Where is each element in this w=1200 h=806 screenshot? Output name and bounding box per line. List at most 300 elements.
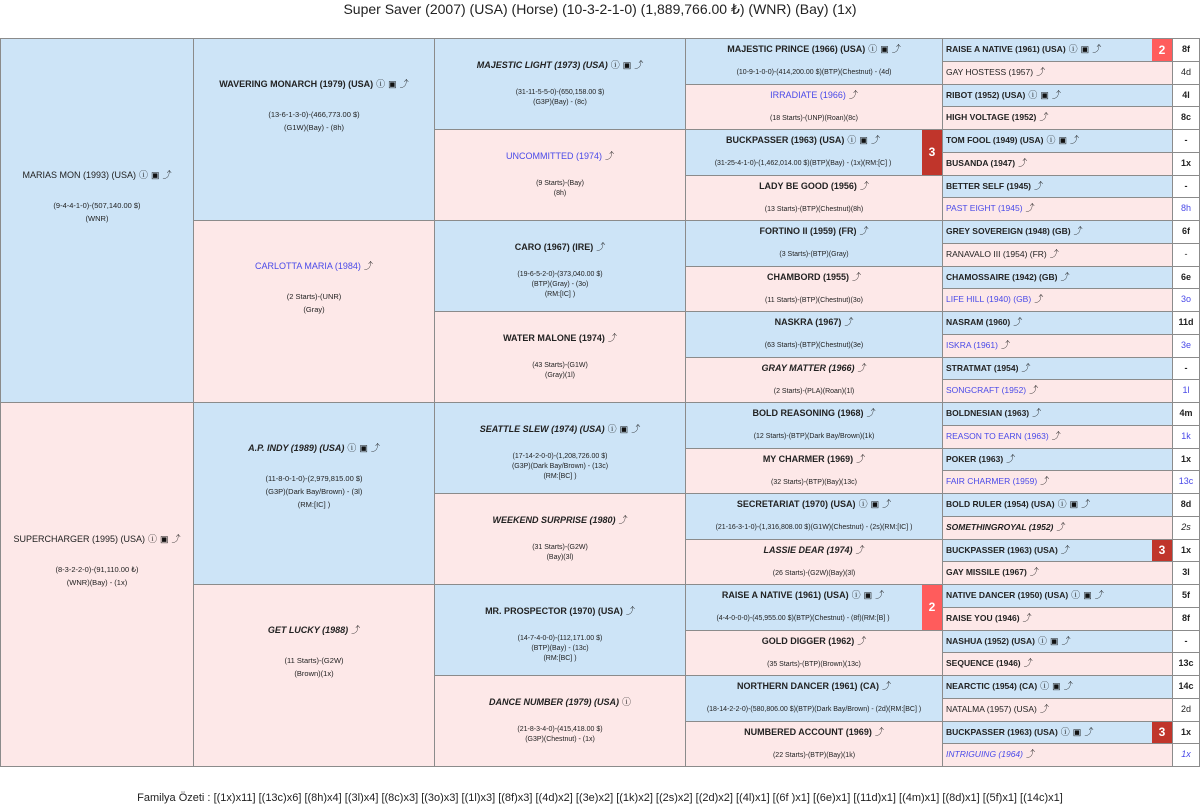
chart-icon[interactable]: ⤴ [1094,590,1104,600]
gen5-horse-busanda[interactable] [942,152,1173,176]
horse-detail-d1: (22 Starts)-(BTP)(Bay)(1k) [772,751,856,759]
horse-name[interactable]: CARLOTTA MARIA (1984) [255,260,361,271]
horse-detail-d1: (21-16-3-1-0)-(1,316,808.00 $)(G1W)(Chestnut) - (2s)(RM:[IC] ) [715,524,913,531]
gen5-horse-life-hill[interactable] [942,288,1173,312]
horse-name[interactable]: RAISE YOU (1946) [946,612,1020,623]
horse-detail-d1: (63 Starts)-(BTP)(Chestnut)(3e) [764,342,864,349]
horse-detail-d1: (18-14-2-2-0)-(580,806.00 $)(BTP)(Dark Bay/Brown) - (2d)(RM:[BC] ) [706,706,922,713]
duplicate-badge: 2 [922,585,942,630]
image-icon[interactable]: ▣ [619,424,629,434]
horse-name[interactable]: NORTHERN DANCER (1961) (CA) [736,681,879,691]
chart-icon[interactable]: ⤴ [875,590,885,600]
horse-detail-d1: (11-8-0-1-0)-(2,979,815.00 $) [265,473,363,483]
chart-icon[interactable]: ⤴ [1034,180,1044,191]
duplicate-badge: 3 [1152,722,1172,744]
gen5-horse-poker[interactable] [942,448,1173,472]
horse-name[interactable]: GET LUCKY (1988) [267,624,349,635]
family-code: 1x [1172,152,1200,176]
chart-icon[interactable]: ⤴ [1081,499,1091,509]
pedigree-grid [0,38,1200,766]
horse-detail-d1: (14-7-4-0-0)-(112,171.00 $) [517,635,603,642]
family-code: 3e [1172,334,1200,358]
info-icon[interactable]: ⓘ [851,590,861,600]
gen5-horse-boldnesian[interactable] [942,402,1173,426]
gen2-horse-a-p-indy[interactable] [193,402,435,585]
gen5-horse-tom-fool[interactable] [942,129,1173,153]
gen4-horse-gold-digger[interactable] [685,630,943,677]
horse-name[interactable]: NATIVE DANCER (1950) (USA) [946,590,1069,600]
gen5-horse-sequence[interactable] [942,652,1173,676]
family-code: 2s [1172,516,1200,540]
horse-name[interactable]: NASKRA (1967) [774,317,842,327]
horse-detail-d1: (10-9-1-0-0)-(414,200.00 $)(BTP)(Chestnut) - (4d) [736,69,892,76]
chart-icon[interactable]: ⤴ [1056,521,1066,532]
horse-name[interactable]: BUSANDA (1947) [946,157,1016,168]
gen1-horse-supercharger[interactable] [0,402,194,767]
image-icon[interactable]: ▣ [880,44,889,54]
gen5-horse-high-voltage[interactable] [942,106,1173,130]
chart-icon[interactable]: ⤴ [370,442,380,453]
chart-icon[interactable]: ⤴ [1039,112,1049,123]
image-icon[interactable]: ▣ [1058,135,1067,145]
info-icon[interactable]: ⓘ [147,533,157,544]
horse-detail-d1: (2 Starts)-(UNR) [286,291,342,301]
gen5-horse-reason-to-earn[interactable] [942,425,1173,449]
horse-name[interactable]: MR. PROSPECTOR (1970) (USA) [485,606,623,616]
horse-name[interactable]: SEATTLE SLEW (1974) (USA) [479,424,605,434]
info-icon[interactable]: ⓘ [607,424,617,434]
chart-icon[interactable]: ⤴ [1023,658,1033,669]
horse-detail-d1: (13 Starts)-(BTP)(Chestnut)(8h) [764,205,864,213]
horse-name[interactable]: LIFE HILL (1940) (GB) [946,294,1032,305]
info-icon[interactable]: ⓘ [858,499,868,509]
chart-icon[interactable]: ⤴ [859,180,869,191]
info-icon[interactable]: ⓘ [376,78,386,89]
horse-name[interactable]: GRAY MATTER (1966) [761,362,855,373]
horse-name[interactable]: GAY MISSILE (1967) [946,567,1027,578]
horse-detail-d1: (9 Starts)-(Bay) [536,180,584,187]
gen5-horse-stratmat[interactable] [942,357,1173,381]
horse-name[interactable]: SUPERCHARGER (1995) (USA) [13,533,145,544]
chart-icon[interactable]: ⤴ [891,44,901,54]
family-summary-text: [(1x)x11] [(13c)x6] [(8h)x4] [(3l)x4] [(8c)x3] [(3o)x3] [(1l)x3] [(8f)x3] [(4d)x2] [(3e)x2] [(1k)x2] [(2s)x2] [(2d)x2] [(4l)x1] [(6f )x1] [(6e)x1] [(11d)x1] [(4m)x1] [(8d)x1] [(5f)x1] [(14c)x1] [213,792,1063,804]
chart-icon[interactable]: ⤴ [351,624,361,635]
gen5-horse-gay-missile[interactable] [942,561,1173,585]
info-icon[interactable]: ⓘ [1046,135,1056,145]
gen4-horse-raise-a-native[interactable] [685,584,943,631]
horse-detail-d1: (32 Starts)-(BTP)(Bay)(13c) [771,478,857,486]
gen5-horse-past-eight[interactable] [942,197,1173,221]
horse-name[interactable]: WAVERING MONARCH (1979) (USA) [219,78,374,89]
horse-detail-d2: (Brown)(1x) [294,668,334,678]
page-title: Super Saver (2007) (USA) (Horse) (10-3-2-1-0) (1,889,766.00 ₺) (WNR) (Bay) (1x) [343,1,857,17]
chart-icon[interactable]: ⤴ [162,169,172,180]
chart-icon[interactable]: ⤴ [618,515,628,525]
gen5-horse-natalma[interactable] [942,698,1173,722]
horse-name[interactable]: BUCKPASSER (1963) (USA) [946,726,1058,737]
gen4-horse-gray-matter[interactable] [685,357,943,404]
chart-icon[interactable]: ⤴ [1036,66,1046,77]
horse-detail-d2: (G3P)(Dark Bay/Brown) - (3l) [265,486,363,496]
horse-detail-d1: (31-25-4-1-0)-(1,462,014.00 $)(BTP)(Bay) - (1x)(RM:[C] ) [714,160,892,167]
info-icon[interactable]: ⓘ [622,697,632,707]
gen5-horse-fair-charmer[interactable] [942,470,1173,494]
horse-name[interactable]: BUCKPASSER (1963) (USA) [726,135,845,145]
chart-icon[interactable]: ⤴ [857,362,867,373]
chart-icon[interactable]: ⤴ [874,726,884,737]
chart-icon[interactable]: ⤴ [882,499,892,509]
family-code: 8f [1172,38,1200,62]
family-code: 13c [1172,652,1200,676]
family-code: 3o [1172,288,1200,312]
gen5-horse-gay-hostess[interactable] [942,61,1173,85]
horse-name[interactable]: REASON TO EARN (1963) [946,430,1049,441]
gen4-horse-my-charmer[interactable] [685,448,943,495]
family-code: 8h [1172,197,1200,221]
family-code: 8d [1172,493,1200,517]
gen4-horse-secretariat[interactable] [685,493,943,540]
family-code: 1x [1172,743,1200,767]
chart-icon[interactable]: ⤴ [1021,362,1031,373]
horse-name[interactable]: SEQUENCE (1946) [946,658,1021,669]
chart-icon[interactable]: ⤴ [856,453,866,464]
chart-icon[interactable]: ⤴ [852,271,862,282]
horse-name[interactable]: PAST EIGHT (1945) [946,203,1023,214]
horse-name[interactable]: RIBOT (1952) (USA) [946,89,1026,100]
gen4-horse-naskra[interactable] [685,311,943,358]
gen5-horse-ranavalo-iii[interactable] [942,243,1173,267]
horse-name[interactable]: MARIAS MON (1993) (USA) [22,169,136,180]
horse-name[interactable]: RAISE A NATIVE (1961) (USA) [721,590,849,600]
family-summary [0,792,1200,804]
horse-name[interactable]: ISKRA (1961) [946,339,998,350]
horse-detail-d2: (G3P)(Chestnut) - (1x) [525,736,595,743]
chart-icon[interactable]: ⤴ [596,242,606,252]
horse-detail-d1: (17-14-2-0-0)-(1,208,726.00 $) [512,453,608,460]
horse-detail-d1: (31 Starts)-(G2W) [532,544,588,551]
gen5-horse-bold-ruler[interactable] [942,493,1173,517]
info-icon[interactable]: ⓘ [1028,89,1038,100]
horse-name[interactable]: BUCKPASSER (1963) (USA) [946,544,1058,555]
duplicate-badge: 3 [922,130,942,175]
gen5-horse-raise-a-native[interactable] [942,38,1173,62]
horse-name[interactable]: CHAMOSSAIRE (1942) (GB) [946,271,1058,282]
chart-icon[interactable]: ⤴ [1040,476,1050,487]
gen4-horse-bold-reasoning[interactable] [685,402,943,449]
family-code: 1l [1172,379,1200,403]
family-code: 4m [1172,402,1200,426]
info-icon[interactable]: ⓘ [1037,635,1047,646]
gen5-horse-songcraft[interactable] [942,379,1173,403]
image-icon[interactable]: ▣ [1052,681,1061,691]
horse-detail-d2: (BTP)(Bay) - (13c) [531,645,589,652]
horse-detail-d2: (WNR) [85,213,109,223]
info-icon[interactable]: ⓘ [610,60,620,70]
horse-detail-d2: (Bay)(3l) [546,554,574,561]
horse-detail-d3: (RM:[IC] ) [544,291,576,298]
chart-icon[interactable]: ⤴ [631,424,641,434]
horse-name[interactable]: SECRETARIAT (1970) (USA) [736,499,856,509]
family-code: 5f [1172,584,1200,608]
gen4-horse-lassie-dear[interactable] [685,539,943,586]
horse-name[interactable]: GREY SOVEREIGN (1948) (GB) [946,226,1071,236]
family-code: - [1172,243,1200,267]
chart-icon[interactable]: ⤴ [171,533,181,544]
horse-detail-d1: (4-4-0-0-0)-(45,955.00 $)(BTP)(Chestnut) - (8f)(RM:[B] ) [716,615,890,622]
horse-name[interactable]: NATALMA (1957) (USA) [946,703,1037,714]
chart-icon[interactable]: ⤴ [1029,567,1039,578]
chart-icon[interactable]: ⤴ [399,78,409,89]
horse-detail-d2: (8h) [553,190,567,197]
info-icon[interactable]: ⓘ [1040,681,1050,691]
chart-icon[interactable]: ⤴ [870,135,880,145]
horse-detail-d3: (RM:[BC] ) [543,655,577,662]
gen4-horse-numbered-account[interactable] [685,721,943,768]
gen5-horse-buckpasser[interactable] [942,721,1173,745]
horse-name[interactable]: INTRIGUING (1964) [946,749,1023,760]
family-code: 14c [1172,675,1200,699]
horse-name[interactable]: STRATMAT (1954) [946,362,1019,373]
gen2-horse-wavering-monarch[interactable] [193,38,435,221]
gen3-horse-dance-number[interactable] [434,675,686,767]
chart-icon[interactable]: ⤴ [882,681,892,691]
chart-icon[interactable]: ⤴ [1060,271,1070,282]
horse-name[interactable]: POKER (1963) [946,453,1004,464]
family-code: 13c [1172,470,1200,494]
gen3-horse-majestic-light[interactable] [434,38,686,130]
gen4-horse-lady-be-good[interactable] [685,175,943,222]
horse-name[interactable]: CARO (1967) (IRE) [514,242,594,252]
info-icon[interactable]: ⓘ [868,44,878,54]
image-icon[interactable]: ▣ [1083,590,1092,600]
horse-name[interactable]: RANAVALO III (1954) (FR) [946,248,1047,259]
family-code: 4d [1172,61,1200,85]
image-icon[interactable]: ▣ [151,169,160,180]
info-icon[interactable]: ⓘ [1068,44,1078,54]
image-icon[interactable]: ▣ [859,135,868,145]
horse-detail-d1: (2 Starts)-(PLA)(Roan)(1l) [773,387,855,395]
chart-icon[interactable]: ⤴ [1000,339,1010,350]
horse-name[interactable]: BOLD RULER (1954) (USA) [946,499,1055,509]
chart-icon[interactable]: ⤴ [1025,203,1035,214]
gen5-horse-buckpasser[interactable] [942,539,1173,563]
info-icon[interactable]: ⓘ [847,135,857,145]
horse-detail-d2: (Gray) [303,304,325,314]
chart-icon[interactable]: ⤴ [1092,44,1102,54]
horse-name[interactable]: HIGH VOLTAGE (1952) [946,112,1037,123]
gen5-horse-native-dancer[interactable] [942,584,1173,608]
family-code: 1x [1172,448,1200,472]
horse-name[interactable]: IRRADIATE (1966) [770,89,846,100]
chart-icon[interactable]: ⤴ [1022,612,1032,623]
horse-detail-d1: (19-6-5-2-0)-(373,040.00 $) [517,271,603,278]
gen4-horse-majestic-prince[interactable] [685,38,943,85]
chart-icon[interactable]: ⤴ [866,408,876,418]
horse-name[interactable]: SOMETHINGROYAL (1952) [946,521,1054,532]
image-icon[interactable]: ▣ [863,590,873,600]
horse-detail-d1: (18 Starts)-(UNP)(Roan)(8c) [770,114,858,122]
chart-icon[interactable]: ⤴ [1029,385,1039,396]
horse-detail-d3: (RM:[BC] ) [543,473,577,480]
gen4-horse-fortino-ii[interactable] [685,220,943,267]
family-code: - [1172,175,1200,199]
gen3-horse-weekend-surprise[interactable] [434,493,686,585]
gen5-horse-grey-sovereign[interactable] [942,220,1173,244]
chart-icon[interactable]: ⤴ [1051,430,1061,441]
info-icon[interactable]: ⓘ [1060,726,1070,737]
horse-name[interactable]: RAISE A NATIVE (1961) (USA) [946,44,1066,54]
horse-detail-d1: (8-3-2-2-0)-(91,110.00 ₺) [55,564,139,574]
family-code: 1x [1172,539,1200,563]
horse-name[interactable]: BETTER SELF (1945) [946,180,1032,191]
family-code: 6f [1172,220,1200,244]
chart-icon[interactable]: ⤴ [844,317,854,327]
chart-icon[interactable]: ⤴ [1051,89,1061,100]
image-icon[interactable]: ▣ [388,78,397,89]
gen5-horse-nearctic[interactable] [942,675,1173,699]
gen5-horse-nasram[interactable] [942,311,1173,335]
chart-icon[interactable]: ⤴ [363,260,373,271]
chart-icon[interactable]: ⤴ [1063,681,1073,691]
chart-icon[interactable]: ⤴ [607,333,617,343]
chart-icon[interactable]: ⤴ [1084,726,1094,737]
horse-name[interactable]: FAIR CHARMER (1959) [946,476,1038,487]
chart-icon[interactable]: ⤴ [1060,544,1070,555]
gen4-horse-chambord[interactable] [685,266,943,313]
horse-name[interactable]: NEARCTIC (1954) (CA) [946,681,1038,691]
horse-name[interactable]: FORTINO II (1959) (FR) [759,226,857,236]
gen5-horse-ribot[interactable] [942,84,1173,108]
horse-name[interactable]: LADY BE GOOD (1956) [759,180,857,191]
family-code: - [1172,357,1200,381]
gen5-horse-iskra[interactable] [942,334,1173,358]
horse-name[interactable]: NUMBERED ACCOUNT (1969) [744,726,872,737]
horse-detail-d1: (26 Starts)-(G2W)(Bay)(3l) [772,569,856,577]
horse-name[interactable]: MAJESTIC LIGHT (1973) (USA) [476,60,608,70]
gen5-horse-chamossaire[interactable] [942,266,1173,290]
horse-detail-d1: (31-11-5-5-0)-(650,158.00 $) [515,89,605,96]
duplicate-badge: 2 [1152,39,1172,61]
horse-detail-d2: (BTP)(Gray) - (3o) [531,281,589,288]
chart-icon[interactable]: ⤴ [848,89,858,100]
horse-detail-d1: (43 Starts)-(G1W) [532,362,588,369]
family-code: 6e [1172,266,1200,290]
horse-detail-d2: (G3P)(Bay) - (8c) [533,99,587,106]
horse-name[interactable]: DANCE NUMBER (1979) (USA) [488,697,619,707]
horse-name[interactable]: MAJESTIC PRINCE (1966) (USA) [727,44,866,54]
family-code: 2d [1172,698,1200,722]
chart-icon[interactable]: ⤴ [1032,408,1042,418]
horse-name[interactable]: SONGCRAFT (1952) [946,385,1027,396]
horse-name[interactable]: WEEKEND SURPRISE (1980) [492,515,616,525]
horse-name[interactable]: BOLD REASONING (1968) [752,408,864,418]
info-icon[interactable]: ⓘ [138,169,148,180]
horse-name[interactable]: A.P. INDY (1989) (USA) [248,442,345,453]
chart-icon[interactable]: ⤴ [855,544,865,555]
family-code: - [1172,129,1200,153]
family-code: 8f [1172,607,1200,631]
horse-name[interactable]: CHAMBORD (1955) [766,271,849,282]
info-icon[interactable]: ⓘ [1057,499,1067,509]
horse-name[interactable]: MY CHARMER (1969) [762,453,854,464]
chart-icon[interactable]: ⤴ [1061,635,1071,646]
chart-icon[interactable]: ⤴ [1018,157,1028,168]
horse-name[interactable]: NASHUA (1952) (USA) [946,635,1035,646]
gen2-horse-carlotta-maria[interactable] [193,220,435,403]
gen5-horse-raise-you[interactable] [942,607,1173,631]
gen5-horse-nashua[interactable] [942,630,1173,654]
horse-detail-d2: (Gray)(1l) [545,372,575,379]
horse-detail-d1: (12 Starts)-(BTP)(Dark Bay/Brown)(1k) [753,433,875,440]
family-code: 11d [1172,311,1200,335]
image-icon[interactable]: ▣ [160,533,169,544]
chart-icon[interactable]: ⤴ [1073,226,1083,236]
gen3-horse-caro[interactable] [434,220,686,312]
horse-name[interactable]: WATER MALONE (1974) [503,333,605,343]
image-icon[interactable]: ▣ [1072,726,1082,737]
gen5-horse-intriguing[interactable] [942,743,1173,767]
chart-icon[interactable]: ⤴ [625,606,635,616]
gen5-horse-better-self[interactable] [942,175,1173,199]
gen3-horse-mr-prospector[interactable] [434,584,686,676]
family-code: 1k [1172,425,1200,449]
duplicate-badge: 3 [1152,540,1172,562]
chart-icon[interactable]: ⤴ [1049,248,1059,259]
image-icon[interactable]: ▣ [622,60,632,70]
horse-name[interactable]: GOLD DIGGER (1962) [761,635,855,646]
chart-icon[interactable]: ⤴ [1069,135,1079,145]
chart-icon[interactable]: ⤴ [859,226,869,236]
family-code: 3l [1172,561,1200,585]
image-icon[interactable]: ▣ [870,499,880,509]
gen3-horse-seattle-slew[interactable] [434,402,686,494]
image-icon[interactable]: ▣ [1069,499,1079,509]
gen4-horse-buckpasser[interactable] [685,129,943,176]
gen4-horse-northern-dancer[interactable] [685,675,943,722]
horse-detail-d1: (11 Starts)-(BTP)(Chestnut)(3o) [765,296,863,304]
chart-icon[interactable]: ⤴ [1006,453,1016,464]
chart-icon[interactable]: ⤴ [857,635,867,646]
horse-name[interactable]: UNCOMMITTED (1974) [505,151,602,161]
info-icon[interactable]: ⓘ [347,442,357,453]
image-icon[interactable]: ▣ [1080,44,1090,54]
gen4-horse-irradiate[interactable] [685,84,943,131]
horse-detail-d2: (G1W)(Bay) - (8h) [284,122,344,132]
horse-name[interactable]: LASSIE DEAR (1974) [763,544,853,555]
image-icon[interactable]: ▣ [359,442,368,453]
gen5-horse-somethingroyal[interactable] [942,516,1173,540]
family-code: 8c [1172,106,1200,130]
horse-name[interactable]: BOLDNESIAN (1963) [946,408,1030,418]
horse-name[interactable]: GAY HOSTESS (1957) [946,66,1034,77]
horse-name[interactable]: TOM FOOL (1949) (USA) [946,135,1044,145]
chart-icon[interactable]: ⤴ [1034,294,1044,305]
chart-icon[interactable]: ⤴ [605,151,615,161]
gen2-horse-get-lucky[interactable] [193,584,435,767]
chart-icon[interactable]: ⤴ [634,60,644,70]
chart-icon[interactable]: ⤴ [1013,317,1023,327]
chart-icon[interactable]: ⤴ [1039,703,1049,714]
gen1-horse-marias-mon[interactable] [0,38,194,403]
gen3-horse-uncommitted[interactable] [434,129,686,221]
image-icon[interactable]: ▣ [1049,635,1059,646]
horse-detail-d1: (9-4-4-1-0)-(507,140.00 $) [53,200,141,210]
image-icon[interactable]: ▣ [1040,89,1049,100]
info-icon[interactable]: ⓘ [1071,590,1081,600]
chart-icon[interactable]: ⤴ [1026,749,1036,760]
horse-name[interactable]: NASRAM (1960) [946,317,1011,327]
gen3-horse-water-malone[interactable] [434,311,686,403]
